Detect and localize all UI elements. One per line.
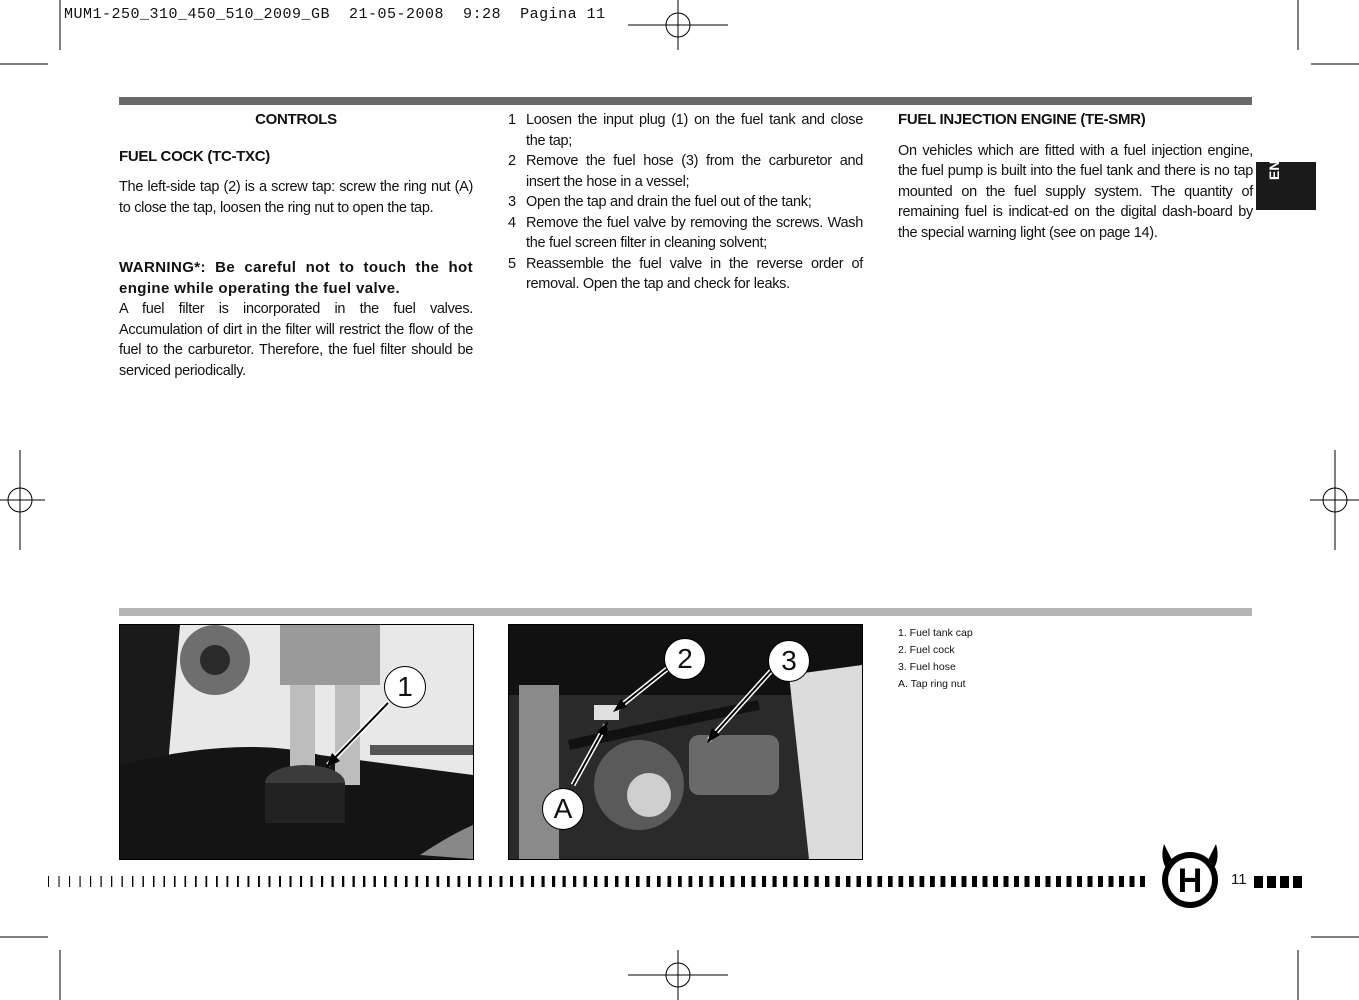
footer-tick xyxy=(1067,876,1072,887)
footer-tick xyxy=(510,876,513,887)
legend-item: 3. Fuel hose xyxy=(898,661,956,673)
footer-tick xyxy=(195,876,197,887)
footer-tick xyxy=(899,876,904,887)
column-controls xyxy=(119,110,473,381)
footer-tick xyxy=(615,876,618,887)
footer-tick xyxy=(206,876,208,887)
footer-tick xyxy=(395,876,398,887)
footer-tick xyxy=(846,876,850,887)
footer-tick xyxy=(311,876,313,887)
footer-tick xyxy=(668,876,672,887)
footer-tick xyxy=(489,876,492,887)
footer-tick xyxy=(374,876,376,887)
footer-tick xyxy=(794,876,798,887)
footer-tick xyxy=(437,876,440,887)
footer-tick xyxy=(500,876,503,887)
language-tab xyxy=(1256,162,1316,210)
footer-tick xyxy=(972,876,977,887)
fuel-injection-heading: FUEL INJECTION ENGINE (TE-SMR) xyxy=(898,111,1146,128)
list-item xyxy=(508,254,863,295)
language-tab-label: EN xyxy=(1266,160,1282,180)
footer-tick xyxy=(1056,876,1061,887)
footer-tick xyxy=(762,876,766,887)
footer-tick xyxy=(741,876,745,887)
footer-tick xyxy=(458,876,461,887)
list-item xyxy=(508,192,863,213)
fuel-injection-text: On vehicles which are fitted with a fuel injection engine, the fuel pump is built into the fuel tank and there is no tap mounted on the fuel supply system. The quantity of remaining fuel is indicat-ed on the digital dash-board by the special warning light (see on page 14). xyxy=(898,142,1253,241)
footer-tick xyxy=(332,876,334,887)
footer-tick xyxy=(122,876,123,887)
footer-tick xyxy=(237,876,239,887)
footer-tick xyxy=(962,876,967,887)
footer-tick xyxy=(552,876,555,887)
footer-tick xyxy=(689,876,693,887)
legend-item: 1. Fuel tank cap xyxy=(898,627,973,639)
footer-tick xyxy=(59,876,60,887)
footer-tick xyxy=(573,876,576,887)
footer-tick xyxy=(174,876,176,887)
footer-tick xyxy=(111,876,112,887)
page-marker-blocks xyxy=(1254,875,1306,893)
footer-tick xyxy=(132,876,133,887)
callout-2: 2 xyxy=(664,638,706,680)
footer-tick xyxy=(143,876,144,887)
steps-list xyxy=(508,110,863,295)
footer-tick xyxy=(416,876,419,887)
footer-tick xyxy=(584,876,587,887)
photo-fuel-cock xyxy=(508,624,863,860)
list-item xyxy=(508,151,863,192)
footer-tick xyxy=(626,876,630,887)
footer-tick xyxy=(248,876,250,887)
step-number: 2 xyxy=(508,153,516,169)
legend-item: A. Tap ring nut xyxy=(898,678,966,690)
footer-tick xyxy=(783,876,787,887)
footer-tick xyxy=(920,876,925,887)
footer-tick xyxy=(888,876,893,887)
footer-tick xyxy=(227,876,229,887)
brand-logo xyxy=(1158,838,1222,912)
footer-tick xyxy=(258,876,260,887)
footer-tick xyxy=(983,876,988,887)
footer-tick xyxy=(773,876,777,887)
footer-tick xyxy=(657,876,661,887)
step-text: Remove the fuel valve by removing the screws. Wash the fuel screen filter in cleaning solvent; xyxy=(526,214,863,251)
list-item xyxy=(508,213,863,254)
filter-text: A fuel filter is incorporated in the fuel valves. Accumulation of dirt in the filter will restrict the flow of the fuel to the carburetor. Therefore, the fuel filter should be serviced periodically. xyxy=(119,301,473,379)
callout-1: 1 xyxy=(384,666,426,708)
footer-tick xyxy=(164,876,166,887)
footer-tick xyxy=(1109,876,1114,887)
footer-tick xyxy=(867,876,872,887)
footer-tick xyxy=(941,876,946,887)
footer-tick xyxy=(731,876,735,887)
footer-tick xyxy=(479,876,482,887)
fuel-cock-text: The left-side tap (2) is a screw tap: screw the ring nut (A) to close the tap, loosen the ring nut to open the tap. xyxy=(119,179,473,216)
step-number: 5 xyxy=(508,255,516,272)
list-item xyxy=(508,110,863,151)
footer-tick xyxy=(101,876,102,887)
callout-a: A xyxy=(542,788,584,830)
footer-tick xyxy=(342,876,344,887)
footer-tick xyxy=(951,876,956,887)
footer-tick xyxy=(521,876,524,887)
footer-tick xyxy=(1025,876,1030,887)
footer-tick xyxy=(531,876,534,887)
footer-tick xyxy=(825,876,829,887)
footer-tick-strip xyxy=(48,874,1148,888)
footer-tick xyxy=(300,876,302,887)
footer-tick xyxy=(1004,876,1009,887)
footer-tick xyxy=(563,876,566,887)
page-number: 11 xyxy=(1231,871,1247,888)
footer-tick xyxy=(1088,876,1093,887)
step-number: 1 xyxy=(508,112,516,128)
column-fuel-injection xyxy=(898,110,1253,243)
legend-item: 2. Fuel cock xyxy=(898,644,955,656)
footer-tick xyxy=(185,876,187,887)
footer-tick xyxy=(269,876,271,887)
footer-tick xyxy=(321,876,323,887)
footer-tick xyxy=(1035,876,1040,887)
footer-tick xyxy=(363,876,365,887)
footer-tick xyxy=(815,876,819,887)
footer-tick xyxy=(678,876,682,887)
footer-tick xyxy=(930,876,935,887)
footer-tick xyxy=(647,876,651,887)
footer-tick xyxy=(153,876,154,887)
figure-legend xyxy=(898,625,973,693)
footer-tick xyxy=(857,876,862,887)
middle-rule xyxy=(119,608,1252,616)
warning-text: WARNING*: Be careful not to touch the hot engine while operating the fuel valve. xyxy=(119,259,473,297)
footer-tick xyxy=(426,876,429,887)
column-steps xyxy=(508,110,863,295)
footer-tick xyxy=(1130,876,1135,887)
photo1-illustration xyxy=(120,625,473,859)
footer-tick xyxy=(878,876,883,887)
step-number: 4 xyxy=(508,214,516,231)
callout-3: 3 xyxy=(768,640,810,682)
footer-tick xyxy=(468,876,471,887)
footer-tick xyxy=(384,876,386,887)
footer-tick xyxy=(290,876,292,887)
footer-tick xyxy=(1046,876,1051,887)
step-text: Remove the fuel hose (3) from the carburetor and insert the hose in a vessel; xyxy=(526,153,863,190)
step-text: Loosen the input plug (1) on the fuel tank and close the tap; xyxy=(526,112,863,149)
footer-tick xyxy=(836,876,840,887)
footer-tick xyxy=(710,876,714,887)
footer-tick xyxy=(594,876,597,887)
footer-tick xyxy=(720,876,724,887)
photo-fuel-tank-cap xyxy=(119,624,474,860)
printer-slug: MUM1-250_310_450_510_2009_GB 21-05-2008 9:28 Pagina 11 xyxy=(64,6,606,23)
step-number: 3 xyxy=(508,194,516,210)
footer-tick xyxy=(447,876,450,887)
footer-tick xyxy=(993,876,998,887)
footer-tick xyxy=(405,876,408,887)
footer-tick xyxy=(1140,876,1145,887)
footer-tick xyxy=(216,876,218,887)
footer-tick xyxy=(1119,876,1124,887)
footer-tick xyxy=(353,876,355,887)
footer-tick xyxy=(279,876,281,887)
footer-tick xyxy=(69,876,70,887)
footer-tick xyxy=(80,876,81,887)
step-text: Reassemble the fuel valve in the reverse order of removal. Open the tap and check for leaks. xyxy=(526,255,863,292)
section-title: CONTROLS xyxy=(255,111,337,128)
top-rule xyxy=(119,97,1252,105)
logo-letter: H xyxy=(1177,862,1203,900)
footer-tick xyxy=(542,876,545,887)
footer-tick xyxy=(1098,876,1103,887)
footer-tick xyxy=(636,876,640,887)
footer-tick xyxy=(90,876,91,887)
fuel-cock-heading: FUEL COCK (TC-TXC) xyxy=(119,147,270,165)
footer-tick xyxy=(1077,876,1082,887)
footer-tick xyxy=(48,876,49,887)
footer-tick xyxy=(1014,876,1019,887)
footer-tick xyxy=(752,876,756,887)
footer-tick xyxy=(605,876,608,887)
footer-tick xyxy=(909,876,914,887)
step-text: Open the tap and drain the fuel out of the tank; xyxy=(526,194,812,210)
footer-tick xyxy=(699,876,703,887)
footer-tick xyxy=(804,876,808,887)
